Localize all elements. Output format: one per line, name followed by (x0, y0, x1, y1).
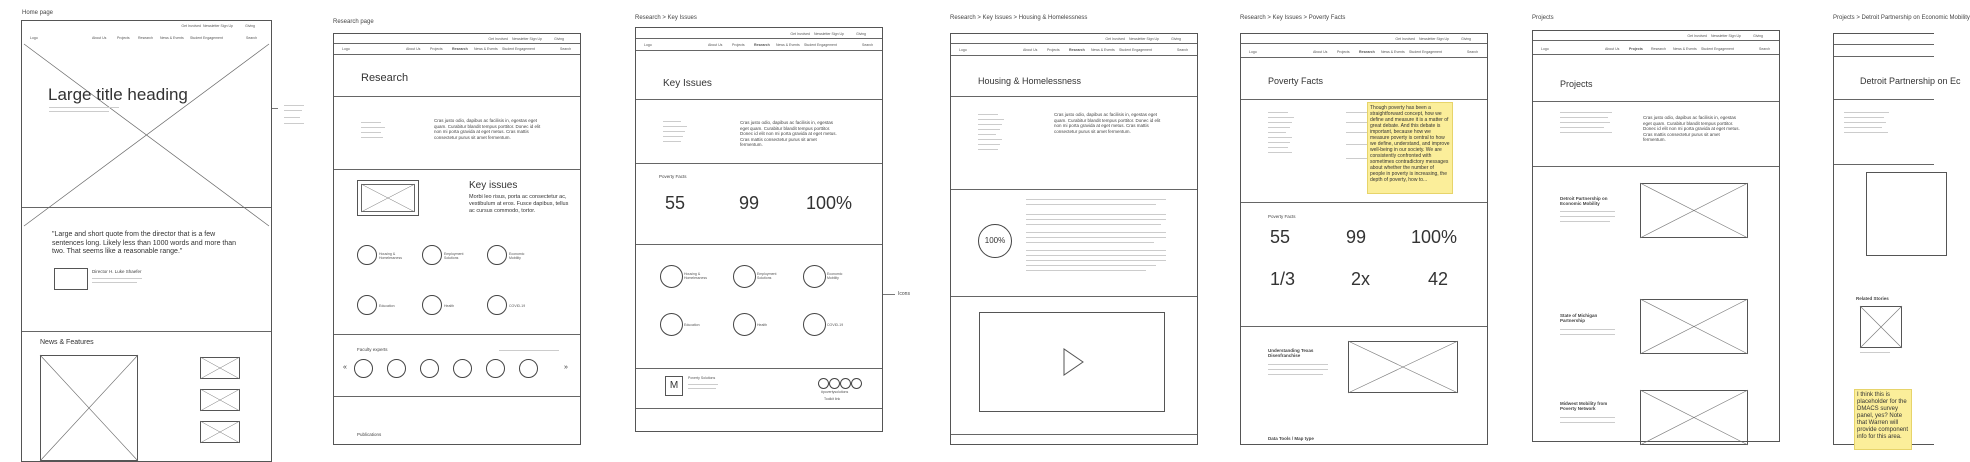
issue-icon-employment[interactable] (422, 245, 442, 265)
page-label-projects: Projects (1532, 15, 1554, 21)
issue-icon-education[interactable] (660, 313, 683, 336)
page-label-poverty-facts: Research > Key Issues > Poverty Facts (1240, 15, 1346, 21)
nav-about[interactable]: About Us (708, 43, 723, 47)
projects-wireframe (1532, 30, 1780, 442)
key-issues-title: Key issues (469, 180, 518, 191)
icons-annotation: Icons (898, 291, 910, 297)
logo[interactable]: Logo (342, 47, 350, 51)
issue-icon-covid[interactable] (803, 313, 826, 336)
annotation-connector (272, 108, 278, 109)
director-photo (54, 268, 88, 290)
nav-about[interactable]: About Us (92, 36, 107, 40)
project-title-michigan[interactable]: State of Michigan Partnership (1560, 313, 1598, 323)
nav-news[interactable]: News & Events (1091, 48, 1115, 52)
nav-about[interactable]: About Us (1023, 48, 1038, 52)
nav-search[interactable]: Search (1759, 47, 1771, 51)
logo[interactable]: Logo (1541, 47, 1549, 51)
housing-wireframe (950, 33, 1198, 445)
news-heading: News & Features (40, 339, 94, 346)
util-nav-newsletter[interactable]: Newsletter Sign Up (1711, 34, 1741, 38)
nav-search[interactable]: Search (862, 43, 874, 47)
home-wireframe (21, 20, 272, 462)
social-icon[interactable] (818, 378, 829, 389)
issue-icon-economic[interactable] (487, 245, 507, 265)
related-story-image (1860, 306, 1902, 348)
nav-projects[interactable]: Projects (1337, 50, 1350, 54)
poverty-facts-heading: Poverty Facts (659, 174, 687, 179)
logo[interactable]: Logo (1249, 50, 1257, 54)
faculty-avatar[interactable] (519, 359, 538, 378)
sticky-note: Though poverty has been a straightforward concept, how we define and measure it is a matter of great debate. And this debate is important, because how we measure poverty is central to how we define, understand, and improve well-being in our society. We are consistently confronted with sometimes contradictory messages about whether the number of people in poverty is increasing, the depth of poverty, how to... (1367, 102, 1453, 194)
page-label-key-issues: Research > Key Issues (635, 15, 697, 21)
logo[interactable]: Logo (30, 36, 38, 40)
issue-icon-economic[interactable] (803, 265, 826, 288)
issue-icon-education[interactable] (357, 295, 377, 315)
util-nav-get-involved[interactable]: Get Involved (1105, 37, 1125, 41)
housing-title: Housing & Homelessness (978, 76, 1082, 86)
page-label-home: Home page (22, 10, 54, 16)
carousel-prev[interactable]: « (343, 364, 347, 371)
issue-label-covid[interactable]: COVID-19 (509, 304, 526, 308)
related-stories-heading: Related Stories (1856, 296, 1889, 301)
stat-value: 42 (1428, 269, 1449, 289)
stat-value: 2x (1351, 269, 1371, 289)
stat-value: 99 (1346, 227, 1367, 247)
faculty-avatar[interactable] (486, 359, 505, 378)
util-nav-giving[interactable]: Giving (856, 32, 866, 36)
util-nav-newsletter[interactable]: Newsletter Sign Up (512, 37, 542, 41)
issue-icon-covid[interactable] (487, 295, 507, 315)
news-thumb-2 (200, 389, 240, 411)
nav-search[interactable]: Search (560, 47, 572, 51)
nav-news[interactable]: News & Events (1381, 50, 1405, 54)
social-icon[interactable] (851, 378, 862, 389)
stat-value: 1/3 (1270, 269, 1296, 289)
nav-news[interactable]: News & Events (776, 43, 800, 47)
nav-about[interactable]: About Us (406, 47, 421, 51)
sub-heading-1: Understanding Texas Disenfranchise (1268, 348, 1314, 358)
key-issues-body: Morbi leo risus, porta ac consectetur ac, vestibulum at eros. Fusce dapibus, tellus ac cursus commodo, tortor. (469, 194, 569, 214)
util-nav-giving[interactable]: Giving (245, 24, 255, 28)
news-thumb-1 (200, 357, 240, 379)
video-player[interactable] (979, 312, 1165, 412)
nav-student[interactable]: Student Engagement (1409, 50, 1442, 54)
issue-label-health[interactable]: Health (757, 323, 768, 327)
issue-icon-employment[interactable] (733, 265, 756, 288)
issue-label-employment[interactable]: Employment Solutions (757, 272, 777, 280)
faculty-avatar[interactable] (387, 359, 406, 378)
nav-research[interactable]: Research (138, 36, 153, 40)
issue-icon-health[interactable] (422, 295, 442, 315)
hero-title: Large title heading (48, 85, 188, 104)
footer-org-name: Poverty Solutions (688, 376, 716, 380)
issue-icon-housing[interactable] (357, 245, 377, 265)
logo[interactable]: Logo (644, 43, 652, 47)
project-image-michigan (1640, 299, 1748, 354)
util-nav-giving[interactable]: Giving (1171, 37, 1181, 41)
faculty-avatar[interactable] (420, 359, 439, 378)
director-quote: "Large and short quote from the director that is a few sentences long. Likely less than 1000 words and more than two. That seems like a reasonable range." (52, 231, 237, 255)
issue-label-housing[interactable]: Housing & Homelessness (684, 272, 707, 280)
page-label-detroit: Projects > Detroit Partnership on Economic Mobility (1833, 15, 1970, 21)
nav-student[interactable]: Student Engagement (1701, 47, 1734, 51)
poverty-facts-section-heading: Poverty Facts (1268, 214, 1296, 219)
nav-student[interactable]: Student Engagement (804, 43, 837, 47)
util-nav-newsletter[interactable]: Newsletter Sign Up (203, 24, 233, 28)
nav-projects[interactable]: Projects (1629, 47, 1643, 51)
nav-news[interactable]: News & Events (1673, 47, 1697, 51)
nav-research[interactable]: Research (754, 43, 770, 47)
util-nav-giving[interactable]: Giving (554, 37, 564, 41)
faculty-heading: Faculty experts (357, 347, 388, 352)
nav-news[interactable]: News & Events (474, 47, 498, 51)
detroit-title: Detroit Partnership on Ec (1860, 76, 1961, 86)
nav-search[interactable]: Search (1467, 50, 1479, 54)
director-name: Director H. Luke Shaefer (92, 269, 142, 274)
util-nav-get-involved[interactable]: Get Involved (1687, 34, 1707, 38)
issue-label-economic[interactable]: Economic Mobility (827, 272, 843, 280)
issue-label-covid[interactable]: COVID-19 (827, 323, 844, 327)
social-icon[interactable] (829, 378, 840, 389)
projects-title: Projects (1560, 79, 1593, 89)
nav-news[interactable]: News & Events (160, 36, 184, 40)
stat-value: 55 (1270, 227, 1291, 247)
issue-label-education[interactable]: Education (379, 304, 395, 308)
nav-student[interactable]: Student Engagement (1119, 48, 1152, 52)
nav-projects[interactable]: Projects (732, 43, 745, 47)
stat-value: 99 (739, 193, 760, 213)
nav-student[interactable]: Student Engagement (190, 36, 223, 40)
faculty-avatar[interactable] (453, 359, 472, 378)
util-nav-newsletter[interactable]: Newsletter Sign Up (814, 32, 844, 36)
texas-image (1348, 341, 1458, 393)
carousel-next[interactable]: » (564, 364, 568, 371)
nav-student[interactable]: Student Engagement (502, 47, 535, 51)
util-nav-get-involved[interactable]: Get Involved (1395, 37, 1415, 41)
key-issues-image (357, 180, 419, 216)
issue-label-health[interactable]: Health (444, 304, 455, 308)
nav-research[interactable]: Research (1651, 47, 1666, 51)
news-thumb-3 (200, 421, 240, 443)
poverty-facts-wireframe (1240, 33, 1488, 445)
poverty-facts-title: Poverty Facts (1268, 76, 1324, 86)
footer-toolkit-link[interactable]: Toolkit link (824, 397, 841, 401)
issue-label-education[interactable]: Education (684, 323, 700, 327)
project-title-midwest[interactable]: Midwest Mobility from Poverty Network (1560, 401, 1608, 411)
logo[interactable]: Logo (959, 48, 967, 52)
util-nav-newsletter[interactable]: Newsletter Sign Up (1129, 37, 1159, 41)
key-issues-intro: Cras justo odio, dapibus ac facilisis in, egestas eget quam. Curabitur blandit tempus porttitor. Donec id elit non mi porta gravida at eget metus. Cras mattis consectetur purus sit amet fermentum. (740, 120, 837, 147)
housing-intro: Cras justo odio, dapibus ac facilisis in, egestas eget quam. Curabitur blandit tempus porttitor. Donec id elit non mi porta gravida at eget metus. Cras mattis consectetur purus sit amet fermentum. (1054, 112, 1161, 134)
nav-about[interactable]: About Us (1605, 47, 1620, 51)
sub-heading-2: Data Tools / Map type (1268, 436, 1314, 441)
stat-value: 55 (665, 193, 686, 213)
page-label-housing: Research > Key Issues > Housing & Homelessness (950, 15, 1088, 21)
issue-label-economic[interactable]: Economic Mobility (509, 252, 525, 260)
nav-projects[interactable]: Projects (117, 36, 130, 40)
nav-projects[interactable]: Projects (430, 47, 443, 51)
util-nav-newsletter[interactable]: Newsletter Sign Up (1419, 37, 1449, 41)
research-intro: Cras justo odio, dapibus ac facilisis in, egestas eget quam. Curabitur blandit tempus porttitor. Donec id elit non mi porta gravida at eget metus. Cras mattis consectetur purus sit amet fermentum. (434, 118, 541, 140)
housing-stat-value: 100% (984, 236, 1006, 245)
nav-research[interactable]: Research (1359, 50, 1375, 54)
key-issues-wireframe (635, 27, 883, 432)
nav-research[interactable]: Research (1069, 48, 1085, 52)
project-title-detroit[interactable]: Detroit Partnership on Economic Mobility (1560, 196, 1608, 206)
annotation-connector (883, 294, 895, 295)
nav-about[interactable]: About Us (1313, 50, 1328, 54)
research-title: Research (361, 72, 409, 84)
detroit-hero-image (1866, 172, 1936, 256)
faculty-avatar[interactable] (354, 359, 373, 378)
sticky-note: I think this is placeholder for the DMACS survey panel, yes? Note that Warren will provide component info for this area. (1854, 389, 1912, 450)
key-issues-page-title: Key Issues (663, 78, 712, 89)
nav-projects[interactable]: Projects (1047, 48, 1060, 52)
stat-value: 100% (1411, 227, 1458, 247)
news-feature-image (40, 355, 138, 461)
util-nav-get-involved[interactable]: Get Involved (181, 24, 201, 28)
publications-heading: Publications (357, 432, 382, 437)
projects-intro: Cras justo odio, dapibus ac facilisis in, egestas eget quam. Curabitur blandit tempus porttitor. Donec id elit non mi porta gravida at eget metus. Cras mattis consectetur purus sit amet fermentum. (1643, 115, 1740, 142)
footer-logo[interactable]: M (665, 376, 683, 396)
hero-image-placeholder (22, 40, 271, 226)
nav-research[interactable]: Research (452, 47, 468, 51)
nav-search[interactable]: Search (1177, 48, 1189, 52)
project-image-detroit (1640, 183, 1748, 238)
stat-value: 100% (806, 193, 853, 213)
footer-hashtag[interactable]: #povertysolutions (821, 390, 849, 394)
housing-stat-circle (978, 224, 1012, 258)
nav-search[interactable]: Search (246, 36, 258, 40)
detroit-wireframe (1833, 33, 1961, 445)
issue-icon-housing[interactable] (660, 265, 683, 288)
util-nav-get-involved[interactable]: Get Involved (488, 37, 508, 41)
util-nav-giving[interactable]: Giving (1461, 37, 1471, 41)
page-label-research: Research page (333, 19, 374, 25)
util-nav-giving[interactable]: Giving (1753, 34, 1763, 38)
research-wireframe (333, 33, 581, 445)
social-icon[interactable] (840, 378, 851, 389)
util-nav-get-involved[interactable]: Get Involved (790, 32, 810, 36)
issue-label-housing[interactable]: Housing & Homelessness (379, 252, 402, 260)
issue-label-employment[interactable]: Employment Solutions (444, 252, 464, 260)
issue-icon-health[interactable] (733, 313, 756, 336)
project-image-midwest (1640, 390, 1748, 445)
